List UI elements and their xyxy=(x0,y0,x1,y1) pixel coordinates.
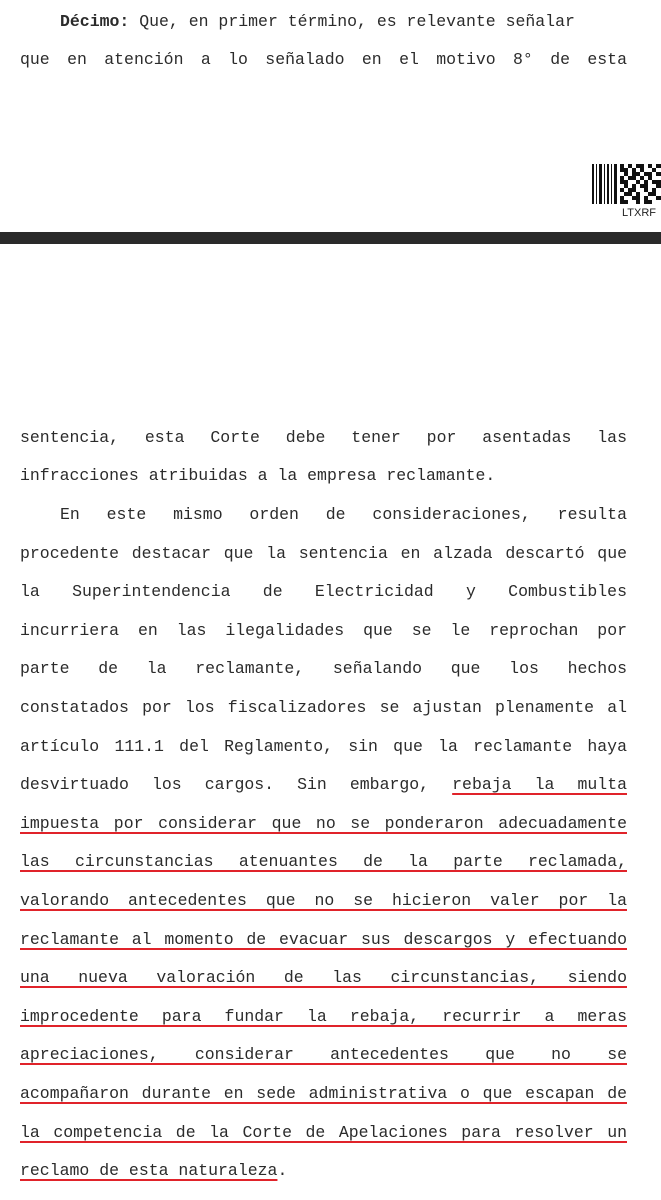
paragraph-heading-line xyxy=(60,12,627,32)
section-heading: Décimo: xyxy=(60,12,130,31)
underlined-line: acompañaron durante en sede administrativa o que escapan de xyxy=(20,1084,627,1103)
underlined-line: reclamante al momento de evacuar sus descargos y efectuando xyxy=(20,930,627,949)
page-break-divider xyxy=(0,232,661,244)
underlined-text: rebaja la multa xyxy=(452,775,627,794)
text-line-final xyxy=(20,1161,627,1181)
barcode-icon xyxy=(592,160,661,208)
text-line: que en atención a lo señalado en el motivo 8° de esta xyxy=(20,50,627,69)
underlined-line: las circunstancias atenuantes de la parte reclamada, xyxy=(20,852,627,871)
text-plain: desvirtuado los cargos. Sin embargo, xyxy=(20,775,453,794)
underlined-line: improcedente para fundar la rebaja, recurrir a meras xyxy=(20,1007,627,1026)
text-line: incurriera en las ilegalidades que se le reprochan por xyxy=(20,621,627,640)
text-line-mixed xyxy=(20,775,627,795)
underlined-text: reclamo de esta naturaleza xyxy=(20,1161,278,1180)
text-line: sentencia, esta Corte debe tener por asentadas las xyxy=(20,428,627,447)
barcode-code: LTXRF xyxy=(622,207,657,219)
underlined-line: la competencia de la Corte de Apelaciones para resolver un xyxy=(20,1123,627,1142)
verification-barcode xyxy=(592,160,661,222)
text-line: artículo 111.1 del Reglamento, sin que la reclamante haya xyxy=(20,737,627,756)
text-line: En este mismo orden de consideraciones, resulta xyxy=(60,505,627,524)
underlined-line: impuesta por considerar que no se ponderaron adecuadamente xyxy=(20,814,627,833)
text-line: constatados por los fiscalizadores se ajustan plenamente al xyxy=(20,698,627,717)
text-line: infracciones atribuidas a la empresa reclamante. xyxy=(20,466,496,485)
underlined-line: una nueva valoración de las circunstancias, siendo xyxy=(20,968,627,987)
text-plain: . xyxy=(277,1161,288,1180)
underlined-line: valorando antecedentes que no se hicieron valer por la xyxy=(20,891,627,910)
heading-line-text: Que, en primer término, es relevante señalar xyxy=(139,12,575,31)
underlined-line: apreciaciones, considerar antecedentes que no se xyxy=(20,1045,627,1064)
text-line: la Superintendencia de Electricidad y Combustibles xyxy=(20,582,627,601)
text-line: procedente destacar que la sentencia en alzada descartó que xyxy=(20,544,627,563)
text-line: parte de la reclamante, señalando que los hechos xyxy=(20,659,627,678)
